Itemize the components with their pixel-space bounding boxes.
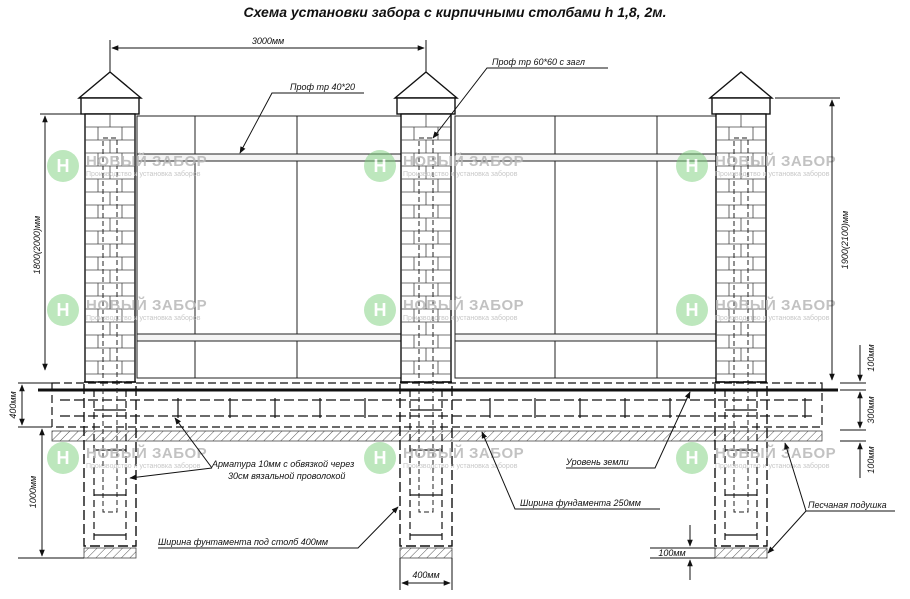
watermark-tagline: Производство и установка заборов [403, 463, 518, 470]
watermark-tagline: Производство и установка заборов [715, 171, 830, 178]
prof-40-label: Проф тр 40*20 [290, 82, 355, 92]
watermark-tagline: Производство и установка заборов [86, 315, 201, 322]
pile-depth-label: 1000мм [28, 475, 38, 509]
watermark-7 [47, 442, 207, 474]
watermark-8 [364, 442, 524, 474]
rebar-label-line1: Арматура 10мм с обвязкой через [212, 459, 355, 469]
logo-letter: Н [373, 156, 387, 176]
strip-width-label: Ширина фундамента 250мм [520, 498, 641, 508]
rebar-label-line2: 30см вязальной проволокой [228, 471, 346, 481]
callout-prof-60 [433, 68, 608, 138]
watermark-brand: НОВЫЙ ЗАБОР [715, 153, 837, 170]
watermark-2 [364, 150, 524, 182]
watermark-brand: НОВЫЙ ЗАБОР [715, 445, 837, 462]
logo-letter: Н [373, 448, 387, 468]
logo-letter: Н [56, 156, 70, 176]
watermark-brand: НОВЫЙ ЗАБОР [86, 297, 208, 314]
pile-foundation-width-label: Ширина фунтамента под столб 400мм [158, 537, 329, 547]
logo-letter: Н [685, 448, 699, 468]
logo-letter: Н [56, 448, 70, 468]
watermark-tagline: Производство и установка заборов [403, 171, 518, 178]
dimension-right-height [775, 98, 840, 380]
sand-cushion-label: Песчаная подушка [808, 500, 887, 510]
watermark-brand: НОВЫЙ ЗАБОР [403, 153, 525, 170]
watermark-6 [676, 294, 836, 326]
watermark-brand: НОВЫЙ ЗАБОР [715, 297, 837, 314]
bottom-offset-label: 100мм [866, 446, 876, 474]
watermark-tagline: Производство и установка заборов [715, 315, 830, 322]
grillage-depth-label: 400мм [8, 391, 18, 419]
watermark-1 [47, 150, 207, 182]
logo-letter: Н [685, 300, 699, 320]
watermark-brand: НОВЫЙ ЗАБОР [403, 445, 525, 462]
watermark-tagline: Производство и установка заборов [715, 463, 830, 470]
pad-thickness-label: 100мм [658, 548, 686, 558]
logo-letter: Н [56, 300, 70, 320]
ground-level-label: Уровень земли [566, 457, 629, 467]
watermark-tagline: Производство и установка заборов [86, 463, 201, 470]
watermark-3 [676, 150, 836, 182]
drawing-title: Схема установки забора с кирпичными столбами h 1,8, 2м. [243, 4, 667, 20]
watermark-brand: НОВЫЙ ЗАБОР [86, 445, 208, 462]
top-offset-label: 100мм [866, 344, 876, 372]
watermark-9 [676, 442, 836, 474]
watermark-tagline: Производство и установка заборов [86, 171, 201, 178]
dimension-left-foundation [18, 383, 84, 558]
prof-60-label: Проф тр 60*60 с загл [492, 57, 585, 67]
right-height-label: 1900(2100)мм [840, 210, 850, 270]
watermark-brand: НОВЫЙ ЗАБОР [86, 153, 208, 170]
logo-letter: Н [373, 300, 387, 320]
dimension-right-stack [840, 345, 866, 478]
callout-prof-40 [240, 93, 364, 153]
logo-letter: Н [685, 156, 699, 176]
plinth-height-label: 300мм [866, 396, 876, 424]
left-height-label: 1800(2000)мм [32, 215, 42, 275]
watermark-brand: НОВЫЙ ЗАБОР [403, 297, 525, 314]
pile-width-label: 400мм [412, 570, 440, 580]
span-label: 3000мм [251, 36, 285, 46]
watermark-5 [364, 294, 524, 326]
watermark-4 [47, 294, 207, 326]
strip-foundation [38, 383, 838, 441]
watermark-tagline: Производство и установка заборов [403, 315, 518, 322]
